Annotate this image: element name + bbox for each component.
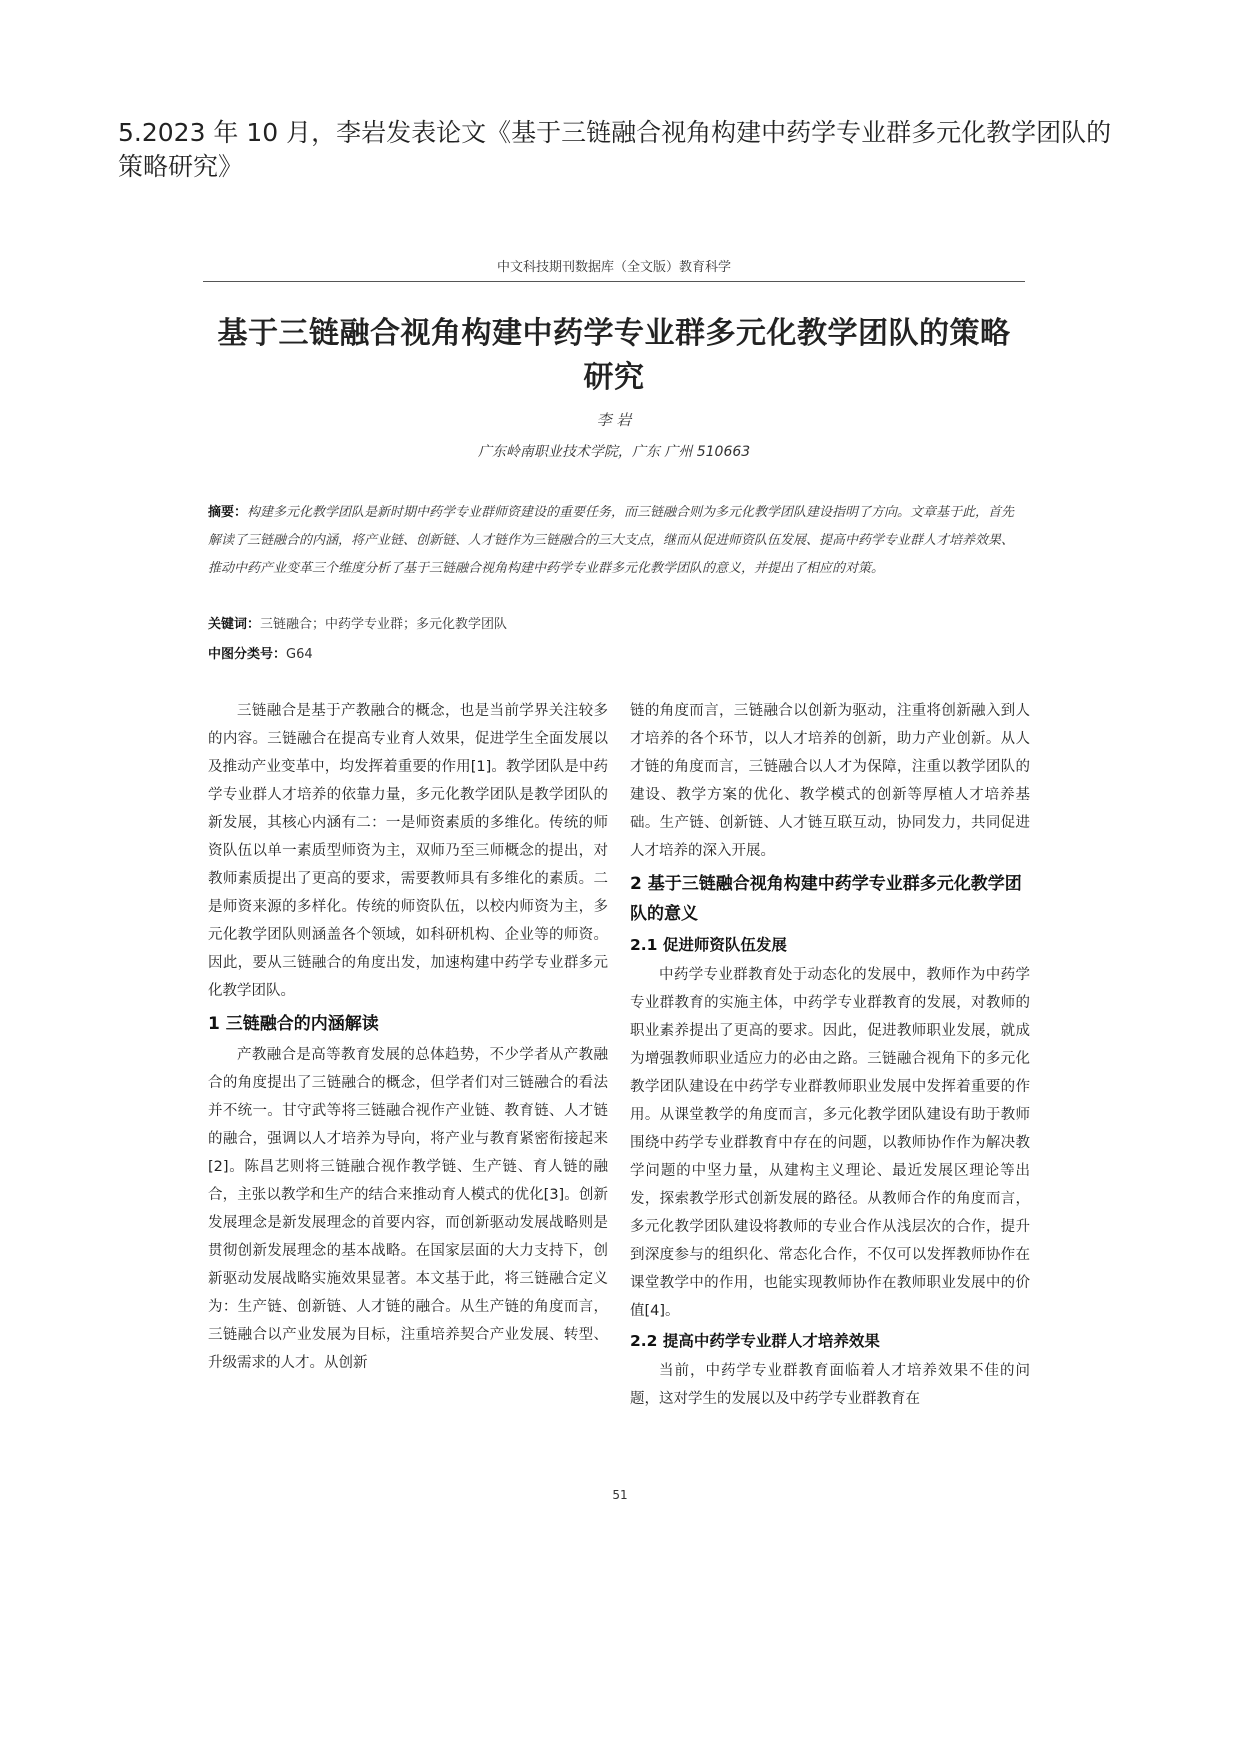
classification-label: 中图分类号：	[208, 647, 287, 662]
abstract-text: 构建多元化教学团队是新时期中药学专业群师资建设的重要任务，而三链融合则为多元化教学团队建设指明了方向。文章基于此，首先解读了三链融合的内涵，将产业链、创新链、人才链作为三链融合的三大支点，继而从促进师资队伍发展、提高中药学专业群人才培养效果、推动中药产业变革三个维度分析了基于三链融合视角构建中药学专业群多元化教学团队的意义，并提出了相应的对策。	[208, 505, 1015, 576]
classification	[208, 643, 1024, 662]
keywords-label: 关键词：	[208, 617, 261, 632]
classification-text: G64	[286, 647, 313, 662]
author: 李 岩	[596, 411, 632, 429]
abstract-label: 摘要：	[208, 505, 248, 520]
section-1-paragraph: 产教融合是高等教育发展的总体趋势，不少学者从产教融合的角度提出了三链融合的概念，但学者们对三链融合的看法并不统一。甘守武等将三链融合视作产业链、教育链、人才链的融合，强调以人才培养为导向，将产业与教育紧密衔接起来[2]。陈昌艺则将三链融合视作教学链、生产链、育人链的融合，主张以教学和生产的结合来推动育人模式的优化[3]。创新发展理念是新发展理念的首要内容，而创新驱动发展战略则是贯彻创新发展理念的基本战略。在国家层面的大力支持下，创新驱动发展战略实施效果显著。本文基于此，将三链融合定义为：生产链、创新链、人才链的融合。从生产链的角度而言，三链融合以产业发展为目标，注重培养契合产业发展、转型、升级需求的人才。从创新	[208, 1047, 608, 1371]
section-2-2-heading: 2.2 提高中药学专业群人才培养效果	[630, 1332, 880, 1350]
document-caption: 5.2023 年 10 月，李岩发表论文《基于三链融合视角构建中药学专业群多元化教学团队的策略研究》	[118, 118, 1112, 181]
page-number: 51	[612, 1488, 628, 1502]
section-1-heading: 1 三链融合的内涵解读	[208, 1014, 379, 1034]
affiliation: 广东岭南职业技术学院，广东 广州 510663	[477, 444, 751, 460]
section-1-continued: 链的角度而言，三链融合以创新为驱动，注重将创新融入到人才培养的各个环节，以人才培养的创新，助力产业创新。从人才链的角度而言，三链融合以人才为保障，注重以教学团队的建设、教学方案的优化、教学模式的创新等厚植人才培养基础。生产链、创新链、人才链互联互动，协同发力，共同促进人才培养的深入开展。	[630, 703, 1030, 859]
section-2-1-heading: 2.1 促进师资队伍发展	[630, 936, 787, 954]
abstract	[208, 499, 1024, 583]
journal-header: 中文科技期刊数据库（全文版）教育科学	[203, 256, 1025, 282]
keywords	[208, 613, 1024, 632]
section-2-1-paragraph: 中药学专业群教育处于动态化的发展中，教师作为中药学专业群教育的实施主体，中药学专业群教育的发展，对教师的职业素养提出了更高的要求。因此，促进教师职业发展，就成为增强教师职业适应力的必由之路。三链融合视角下的多元化教学团队建设在中药学专业群教师职业发展中发挥着重要的作用。从课堂教学的角度而言，多元化教学团队建设有助于教师围绕中药学专业群教育中存在的问题，以教师协作作为解决教学问题的中坚力量，从建构主义理论、最近发展区理论等出发，探索教学形式创新发展的路径。从教师合作的角度而言，多元化教学团队建设将教师的专业合作从浅层次的合作，提升到深度参与的组织化、常态化合作，不仅可以发挥教师协作在课堂教学中的作用，也能实现教师协作在教师职业发展中的价值[4]。	[630, 967, 1030, 1319]
paper-title: 基于三链融合视角构建中药学专业群多元化教学团队的策略研究	[217, 316, 1011, 395]
right-column	[630, 697, 1030, 1413]
section-2-2-paragraph: 当前，中药学专业群教育面临着人才培养效果不佳的问题，这对学生的发展以及中药学专业群教育在	[630, 1363, 1030, 1407]
section-2-heading: 2 基于三链融合视角构建中药学专业群多元化教学团队的意义	[630, 874, 1022, 924]
intro-paragraph: 三链融合是基于产教融合的概念，也是当前学界关注较多的内容。三链融合在提高专业育人效果，促进学生全面发展以及推动产业变革中，均发挥着重要的作用[1]。教学团队是中药学专业群人才培养的依靠力量，多元化教学团队是教学团队的新发展，其核心内涵有二：一是师资素质的多维化。传统的师资队伍以单一素质型师资为主，双师乃至三师概念的提出，对教师素质提出了更高的要求，需要教师具有多维化的素质。二是师资来源的多样化。传统的师资队伍，以校内师资为主，多元化教学团队则涵盖各个领域，如科研机构、企业等的师资。因此，要从三链融合的角度出发，加速构建中药学专业群多元化教学团队。	[208, 703, 608, 999]
left-column	[208, 697, 608, 1377]
keywords-text: 三链融合；中药学专业群；多元化教学团队	[260, 617, 508, 632]
